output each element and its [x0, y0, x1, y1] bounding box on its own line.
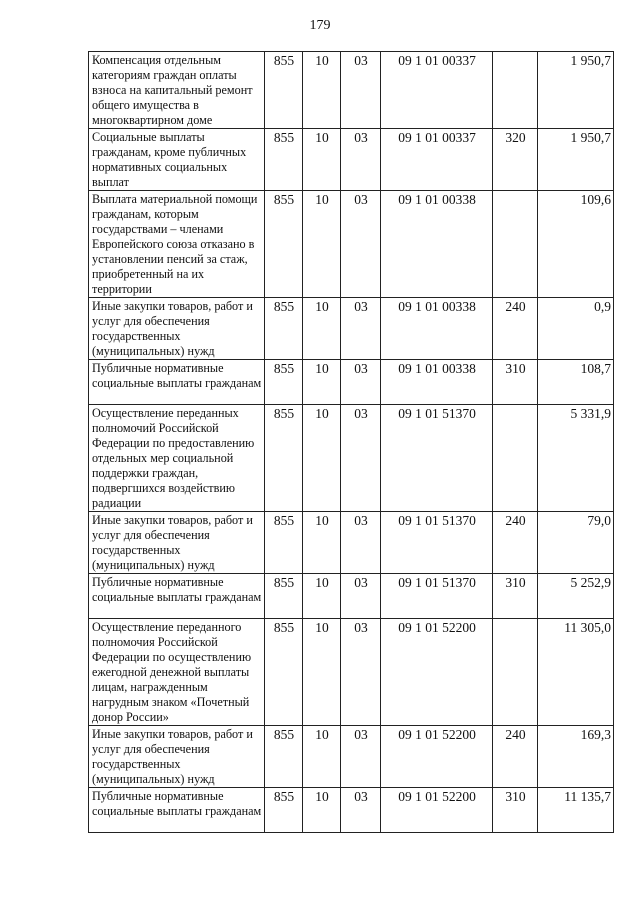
- ministry-code: 855: [265, 788, 303, 833]
- amount: 108,7: [538, 360, 614, 405]
- subsection-code: 03: [341, 191, 381, 298]
- expense-name: Осуществление переданного полномочия Российской Федерации по осуществлению ежегодной денежной выплаты лицам, награжденным нагрудным знаком «Почетный донор России»: [89, 619, 265, 726]
- section-code: 10: [303, 360, 341, 405]
- target-article-code: 09 1 01 51370: [381, 512, 493, 574]
- subsection-code: 03: [341, 360, 381, 405]
- subsection-code: 03: [341, 512, 381, 574]
- amount: 79,0: [538, 512, 614, 574]
- target-article-code: 09 1 01 51370: [381, 405, 493, 512]
- ministry-code: 855: [265, 129, 303, 191]
- ministry-code: 855: [265, 298, 303, 360]
- amount: 11 305,0: [538, 619, 614, 726]
- table-row: [89, 574, 614, 619]
- ministry-code: 855: [265, 726, 303, 788]
- expense-name: Осуществление переданных полномочий Российской Федерации по предоставлению отдельных мер социальной поддержки граждан, подвергшихся воздействию радиации: [89, 405, 265, 512]
- section-code: 10: [303, 619, 341, 726]
- table-row: [89, 129, 614, 191]
- target-article-code: 09 1 01 52200: [381, 619, 493, 726]
- expense-name: Социальные выплаты гражданам, кроме публичных нормативных социальных выплат: [89, 129, 265, 191]
- section-code: 10: [303, 191, 341, 298]
- subsection-code: 03: [341, 726, 381, 788]
- amount: 0,9: [538, 298, 614, 360]
- amount: 109,6: [538, 191, 614, 298]
- subsection-code: 03: [341, 129, 381, 191]
- section-code: 10: [303, 129, 341, 191]
- table-row: [89, 360, 614, 405]
- target-article-code: 09 1 01 52200: [381, 726, 493, 788]
- target-article-code: 09 1 01 00338: [381, 191, 493, 298]
- amount: 11 135,7: [538, 788, 614, 833]
- section-code: 10: [303, 512, 341, 574]
- amount: 5 331,9: [538, 405, 614, 512]
- amount: 5 252,9: [538, 574, 614, 619]
- table-row: [89, 619, 614, 726]
- ministry-code: 855: [265, 574, 303, 619]
- expense-type-code: 320: [493, 129, 538, 191]
- section-code: 10: [303, 788, 341, 833]
- table-row: [89, 726, 614, 788]
- amount: 1 950,7: [538, 129, 614, 191]
- target-article-code: 09 1 01 00338: [381, 298, 493, 360]
- expense-name: Компенсация отдельным категориям граждан оплаты взноса на капитальный ремонт общего имущества в многоквартирном доме: [89, 52, 265, 129]
- section-code: 10: [303, 574, 341, 619]
- target-article-code: 09 1 01 00338: [381, 360, 493, 405]
- subsection-code: 03: [341, 574, 381, 619]
- table-row: [89, 52, 614, 129]
- subsection-code: 03: [341, 619, 381, 726]
- table-row: [89, 405, 614, 512]
- expense-type-code: 240: [493, 298, 538, 360]
- subsection-code: 03: [341, 405, 381, 512]
- target-article-code: 09 1 01 52200: [381, 788, 493, 833]
- expense-type-code: [493, 619, 538, 726]
- expense-type-code: [493, 191, 538, 298]
- subsection-code: 03: [341, 298, 381, 360]
- section-code: 10: [303, 298, 341, 360]
- expense-type-code: 310: [493, 574, 538, 619]
- expense-name: Публичные нормативные социальные выплаты гражданам: [89, 574, 265, 619]
- section-code: 10: [303, 405, 341, 512]
- target-article-code: 09 1 01 00337: [381, 52, 493, 129]
- table-row: [89, 788, 614, 833]
- budget-table: [88, 51, 614, 833]
- expense-name: Иные закупки товаров, работ и услуг для обеспечения государственных (муниципальных) нужд: [89, 298, 265, 360]
- table-row: [89, 191, 614, 298]
- ministry-code: 855: [265, 512, 303, 574]
- ministry-code: 855: [265, 619, 303, 726]
- expense-type-code: 240: [493, 726, 538, 788]
- expense-type-code: 310: [493, 360, 538, 405]
- amount: 169,3: [538, 726, 614, 788]
- section-code: 10: [303, 52, 341, 129]
- subsection-code: 03: [341, 52, 381, 129]
- expense-name: Иные закупки товаров, работ и услуг для обеспечения государственных (муниципальных) нужд: [89, 512, 265, 574]
- subsection-code: 03: [341, 788, 381, 833]
- expense-type-code: 310: [493, 788, 538, 833]
- expense-type-code: 240: [493, 512, 538, 574]
- table-row: [89, 512, 614, 574]
- ministry-code: 855: [265, 360, 303, 405]
- page-number: 179: [309, 18, 331, 33]
- amount: 1 950,7: [538, 52, 614, 129]
- ministry-code: 855: [265, 52, 303, 129]
- expense-name: Публичные нормативные социальные выплаты гражданам: [89, 360, 265, 405]
- expense-name: Иные закупки товаров, работ и услуг для обеспечения государственных (муниципальных) нужд: [89, 726, 265, 788]
- expense-type-code: [493, 52, 538, 129]
- expense-name: Выплата материальной помощи гражданам, которым государствами – членами Европейского союза отказано в установлении пенсий за стаж, приобретенный на их территории: [89, 191, 265, 298]
- section-code: 10: [303, 726, 341, 788]
- ministry-code: 855: [265, 191, 303, 298]
- target-article-code: 09 1 01 00337: [381, 129, 493, 191]
- target-article-code: 09 1 01 51370: [381, 574, 493, 619]
- expense-type-code: [493, 405, 538, 512]
- expense-name: Публичные нормативные социальные выплаты гражданам: [89, 788, 265, 833]
- table-row: [89, 298, 614, 360]
- ministry-code: 855: [265, 405, 303, 512]
